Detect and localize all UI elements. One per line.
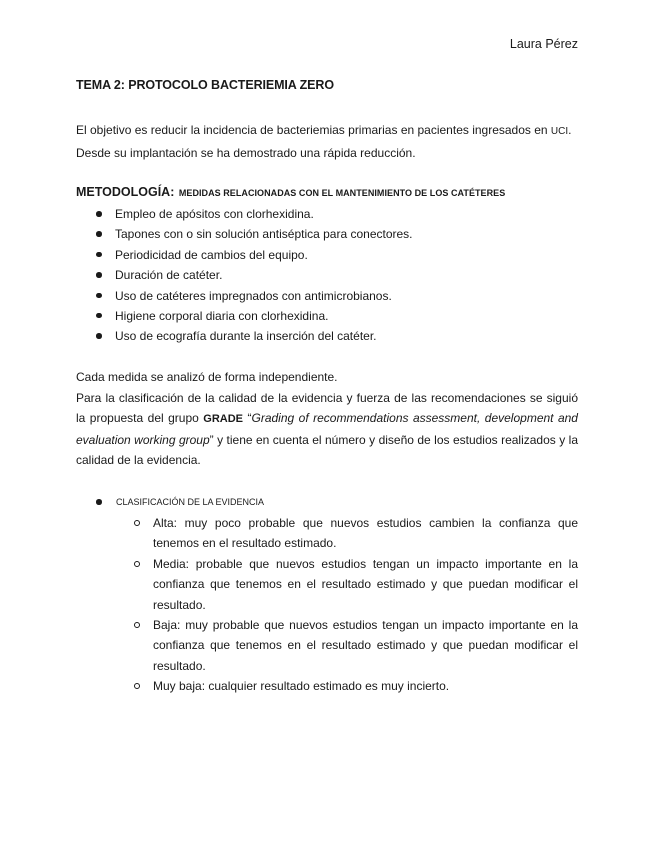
grade-text-before: Para la clasificación de la calidad de la evidencia y fuerza de las recomendaciones se siguió la propuesta del grupo [76, 390, 578, 425]
grade-italic-name: Grading of recommendations assessment, development and evaluation working group [76, 411, 578, 447]
intro-text-line1: El objetivo es reducir la incidencia de bacteriemias primarias en pacientes ingresados en [76, 123, 551, 137]
list-item [133, 513, 578, 554]
list-item-text: Periodicidad de cambios del equipo. [115, 247, 308, 262]
list-item [76, 204, 413, 224]
list-item-text: Baja: muy probable que nuevos estudios tengan un impacto importante en la confianza que tenemos en el resultado estimado y que puedan modificar el resultado. [153, 618, 578, 673]
hollow-bullet-icon [134, 683, 140, 689]
bullet-icon [96, 272, 102, 278]
bullet-icon [96, 333, 102, 339]
list-item [76, 286, 413, 306]
list-item [133, 554, 578, 615]
list-item-text: Duración de catéter. [115, 268, 223, 283]
list-item [76, 265, 413, 285]
grade-text-line1: Cada medida se analizó de forma independiente. [76, 370, 338, 384]
grade-open-quote: “ [243, 411, 252, 425]
grade-text-after: ” y tiene en cuenta el número y diseño de los estudios realizados y la calidad de la evidencia. [76, 432, 578, 467]
bullet-icon [96, 211, 102, 217]
classification-title: CLASIFICACIÓN DE LA EVIDENCIA [116, 497, 265, 507]
page-title: TEMA 2: PROTOCOLO BACTERIEMIA ZERO [76, 78, 334, 92]
list-item-text: Tapones con o sin solución antiséptica para conectores. [115, 227, 413, 242]
list-item-text: Uso de ecografía durante la inserción del catéter. [115, 329, 377, 344]
hollow-bullet-icon [134, 520, 140, 526]
list-item-text: Muy baja: cualquier resultado estimado es muy incierto. [153, 679, 450, 694]
list-item [133, 676, 578, 696]
author-name: Laura Pérez [509, 37, 578, 51]
list-item [76, 224, 413, 244]
hollow-bullet-icon [134, 561, 140, 567]
evidence-levels-list [133, 513, 578, 697]
bullet-icon [96, 499, 102, 505]
grade-acronym: GRADE [203, 413, 244, 425]
bullet-icon [96, 231, 102, 237]
grade-paragraph [76, 367, 578, 471]
methodology-heading [76, 183, 505, 201]
intro-paragraph [76, 120, 578, 163]
intro-acronym: UCI [550, 126, 569, 137]
list-item-text: Uso de catéteres impregnados con antimicrobianos. [115, 288, 392, 303]
list-item [76, 326, 413, 346]
list-item-text: Empleo de apósitos con clorhexidina. [115, 207, 314, 221]
bullet-icon [96, 293, 102, 299]
bullet-icon [96, 313, 102, 319]
list-item-text: Media: probable que nuevos estudios tengan un impacto importante en la confianza que tenemos en el resultado estimado y que puedan modificar el resultado. [153, 556, 578, 612]
intro-text-line1-end: . [568, 123, 572, 137]
list-item [76, 306, 413, 326]
list-item-text: Alta: muy poco probable que nuevos estudios cambien la confianza que tenemos en el resultado estimado. [153, 516, 578, 551]
measures-list [76, 204, 413, 347]
list-item-text: Higiene corporal diaria con clorhexidina. [115, 308, 329, 323]
methodology-subtitle: MEDIDAS RELACIONADAS CON EL MANTENIMIENTO DE LOS CATÉTERES [178, 188, 506, 198]
list-item [133, 615, 578, 676]
list-item [76, 245, 413, 265]
bullet-icon [96, 252, 102, 258]
intro-text-line2: Desde su implantación se ha demostrado una rápida reducción. [76, 145, 416, 160]
hollow-bullet-icon [134, 622, 140, 628]
methodology-title: METODOLOGÍA: [76, 185, 175, 199]
